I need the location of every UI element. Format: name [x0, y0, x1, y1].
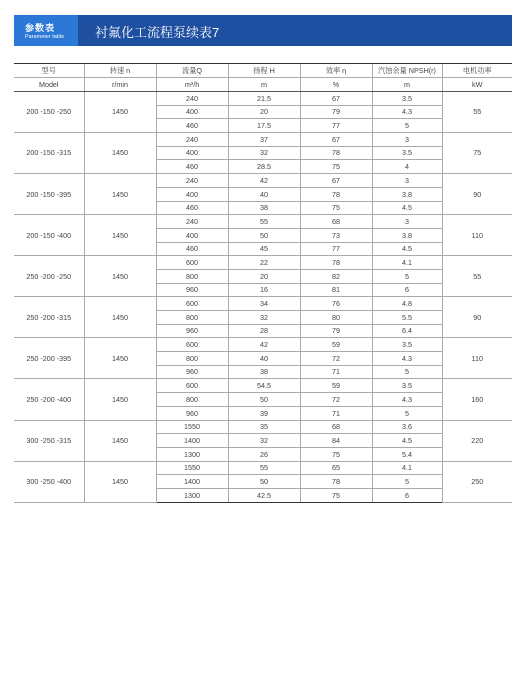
head-cell: 40 [228, 352, 300, 366]
model-cell: 250 -200 -395 [14, 338, 84, 379]
head-cell: 50 [228, 475, 300, 489]
power-cell: 55 [442, 92, 512, 133]
flow-cell: 600 [156, 297, 228, 311]
efficiency-cell: 68 [300, 215, 372, 229]
flow-cell: 960 [156, 365, 228, 379]
table-row [14, 256, 512, 270]
speed-cell: 1450 [84, 461, 156, 502]
flow-cell: 1300 [156, 447, 228, 461]
head-cell: 16 [228, 283, 300, 297]
model-cell: 200 -150 -250 [14, 92, 84, 133]
npsh-cell: 4.8 [372, 297, 442, 311]
power-cell: 250 [442, 461, 512, 502]
flow-cell: 1550 [156, 420, 228, 434]
efficiency-cell: 68 [300, 420, 372, 434]
head-cell: 28.5 [228, 160, 300, 174]
efficiency-cell: 80 [300, 311, 372, 325]
flow-cell: 960 [156, 406, 228, 420]
efficiency-cell: 71 [300, 365, 372, 379]
model-cell: 250 -200 -400 [14, 379, 84, 420]
npsh-cell: 4.3 [372, 352, 442, 366]
head-cell: 28 [228, 324, 300, 338]
efficiency-cell: 67 [300, 174, 372, 188]
power-cell: 110 [442, 215, 512, 256]
model-cell: 200 -150 -395 [14, 174, 84, 215]
col-unit-head: m [228, 78, 300, 92]
model-cell: 250 -200 -250 [14, 256, 84, 297]
flow-cell: 400 [156, 228, 228, 242]
head-cell: 37 [228, 133, 300, 147]
flow-cell: 960 [156, 324, 228, 338]
flow-cell: 800 [156, 311, 228, 325]
head-cell: 38 [228, 201, 300, 215]
npsh-cell: 4 [372, 160, 442, 174]
flow-cell: 600 [156, 379, 228, 393]
efficiency-cell: 65 [300, 461, 372, 475]
efficiency-cell: 78 [300, 475, 372, 489]
tag-label-cn: 参数表 [25, 23, 56, 33]
head-cell: 42 [228, 174, 300, 188]
efficiency-cell: 75 [300, 447, 372, 461]
head-cell: 50 [228, 228, 300, 242]
efficiency-cell: 79 [300, 105, 372, 119]
npsh-cell: 5 [372, 475, 442, 489]
head-cell: 55 [228, 461, 300, 475]
table-row [14, 215, 512, 229]
efficiency-cell: 78 [300, 146, 372, 160]
efficiency-cell: 59 [300, 338, 372, 352]
npsh-cell: 4.3 [372, 105, 442, 119]
npsh-cell: 3.5 [372, 379, 442, 393]
flow-cell: 460 [156, 119, 228, 133]
page-header [14, 15, 512, 46]
efficiency-cell: 78 [300, 256, 372, 270]
flow-cell: 400 [156, 187, 228, 201]
header-row-2 [14, 78, 512, 92]
head-cell: 50 [228, 393, 300, 407]
col-header-model: 型号 [14, 64, 84, 78]
flow-cell: 1400 [156, 434, 228, 448]
head-cell: 26 [228, 447, 300, 461]
parameter-table-tag [14, 15, 78, 46]
flow-cell: 1400 [156, 475, 228, 489]
head-cell: 20 [228, 269, 300, 283]
power-cell: 160 [442, 379, 512, 420]
npsh-cell: 3.5 [372, 92, 442, 106]
tag-label-en: Parameter table [25, 34, 65, 40]
col-unit-flow: m³/h [156, 78, 228, 92]
col-header-head: 扬程 H [228, 64, 300, 78]
col-unit-model: Model [14, 78, 84, 92]
table-row [14, 174, 512, 188]
npsh-cell: 3 [372, 215, 442, 229]
head-cell: 34 [228, 297, 300, 311]
power-cell: 90 [442, 297, 512, 338]
head-cell: 45 [228, 242, 300, 256]
head-cell: 32 [228, 146, 300, 160]
head-cell: 32 [228, 434, 300, 448]
efficiency-cell: 76 [300, 297, 372, 311]
power-cell: 220 [442, 420, 512, 461]
head-cell: 22 [228, 256, 300, 270]
npsh-cell: 5 [372, 406, 442, 420]
efficiency-cell: 72 [300, 393, 372, 407]
speed-cell: 1450 [84, 215, 156, 256]
power-cell: 75 [442, 133, 512, 174]
header-row-1 [14, 64, 512, 78]
head-cell: 38 [228, 365, 300, 379]
npsh-cell: 6.4 [372, 324, 442, 338]
speed-cell: 1450 [84, 379, 156, 420]
npsh-cell: 4.5 [372, 242, 442, 256]
head-cell: 42.5 [228, 488, 300, 502]
npsh-cell: 5 [372, 119, 442, 133]
npsh-cell: 4.1 [372, 256, 442, 270]
npsh-cell: 5.4 [372, 447, 442, 461]
col-unit-speed: r/min [84, 78, 156, 92]
col-header-npsh: 汽蚀余量 NPSH(r) [372, 64, 442, 78]
flow-cell: 460 [156, 160, 228, 174]
npsh-cell: 5 [372, 269, 442, 283]
efficiency-cell: 78 [300, 187, 372, 201]
flow-cell: 400 [156, 146, 228, 160]
efficiency-cell: 84 [300, 434, 372, 448]
efficiency-cell: 67 [300, 133, 372, 147]
parameter-table [14, 63, 512, 503]
col-header-speed: 转速 n [84, 64, 156, 78]
flow-cell: 460 [156, 242, 228, 256]
power-cell: 110 [442, 338, 512, 379]
efficiency-cell: 77 [300, 242, 372, 256]
npsh-cell: 3 [372, 174, 442, 188]
efficiency-cell: 71 [300, 406, 372, 420]
efficiency-cell: 72 [300, 352, 372, 366]
npsh-cell: 3 [372, 133, 442, 147]
npsh-cell: 4.3 [372, 393, 442, 407]
model-cell: 250 -200 -315 [14, 297, 84, 338]
speed-cell: 1450 [84, 133, 156, 174]
speed-cell: 1450 [84, 420, 156, 461]
efficiency-cell: 67 [300, 92, 372, 106]
speed-cell: 1450 [84, 338, 156, 379]
flow-cell: 240 [156, 133, 228, 147]
speed-cell: 1450 [84, 297, 156, 338]
npsh-cell: 3.6 [372, 420, 442, 434]
flow-cell: 1300 [156, 488, 228, 502]
flow-cell: 240 [156, 215, 228, 229]
model-cell: 300 -250 -315 [14, 420, 84, 461]
table-row [14, 297, 512, 311]
table-row [14, 338, 512, 352]
col-unit-efficiency: % [300, 78, 372, 92]
flow-cell: 460 [156, 201, 228, 215]
npsh-cell: 5 [372, 365, 442, 379]
head-cell: 20 [228, 105, 300, 119]
flow-cell: 800 [156, 352, 228, 366]
head-cell: 40 [228, 187, 300, 201]
table-row [14, 420, 512, 434]
efficiency-cell: 77 [300, 119, 372, 133]
flow-cell: 600 [156, 256, 228, 270]
npsh-cell: 3.8 [372, 228, 442, 242]
head-cell: 55 [228, 215, 300, 229]
flow-cell: 240 [156, 92, 228, 106]
speed-cell: 1450 [84, 92, 156, 133]
efficiency-cell: 59 [300, 379, 372, 393]
head-cell: 32 [228, 311, 300, 325]
npsh-cell: 3.8 [372, 187, 442, 201]
table-row [14, 379, 512, 393]
npsh-cell: 4.1 [372, 461, 442, 475]
speed-cell: 1450 [84, 174, 156, 215]
head-cell: 21.5 [228, 92, 300, 106]
speed-cell: 1450 [84, 256, 156, 297]
model-cell: 200 -150 -315 [14, 133, 84, 174]
table-row [14, 461, 512, 475]
efficiency-cell: 75 [300, 488, 372, 502]
efficiency-cell: 81 [300, 283, 372, 297]
flow-cell: 800 [156, 269, 228, 283]
col-header-power: 电机功率 [442, 64, 512, 78]
table-row [14, 92, 512, 106]
flow-cell: 400 [156, 105, 228, 119]
npsh-cell: 5.5 [372, 311, 442, 325]
head-cell: 42 [228, 338, 300, 352]
npsh-cell: 6 [372, 283, 442, 297]
model-cell: 200 -150 -400 [14, 215, 84, 256]
head-cell: 54.5 [228, 379, 300, 393]
model-cell: 300 -250 -400 [14, 461, 84, 502]
npsh-cell: 3.5 [372, 146, 442, 160]
npsh-cell: 3.5 [372, 338, 442, 352]
power-cell: 90 [442, 174, 512, 215]
efficiency-cell: 75 [300, 201, 372, 215]
head-cell: 39 [228, 406, 300, 420]
col-unit-npsh: m [372, 78, 442, 92]
flow-cell: 240 [156, 174, 228, 188]
efficiency-cell: 79 [300, 324, 372, 338]
col-header-flow: 流量Q [156, 64, 228, 78]
power-cell: 55 [442, 256, 512, 297]
page-title: 衬氟化工流程泵续表7 [95, 25, 220, 40]
col-header-efficiency: 效率 η [300, 64, 372, 78]
col-unit-power: kW [442, 78, 512, 92]
npsh-cell: 4.5 [372, 434, 442, 448]
flow-cell: 600 [156, 338, 228, 352]
head-cell: 17.5 [228, 119, 300, 133]
efficiency-cell: 73 [300, 228, 372, 242]
flow-cell: 1550 [156, 461, 228, 475]
npsh-cell: 4.5 [372, 201, 442, 215]
head-cell: 35 [228, 420, 300, 434]
efficiency-cell: 75 [300, 160, 372, 174]
flow-cell: 800 [156, 393, 228, 407]
efficiency-cell: 82 [300, 269, 372, 283]
flow-cell: 960 [156, 283, 228, 297]
npsh-cell: 6 [372, 488, 442, 502]
table-row [14, 133, 512, 147]
